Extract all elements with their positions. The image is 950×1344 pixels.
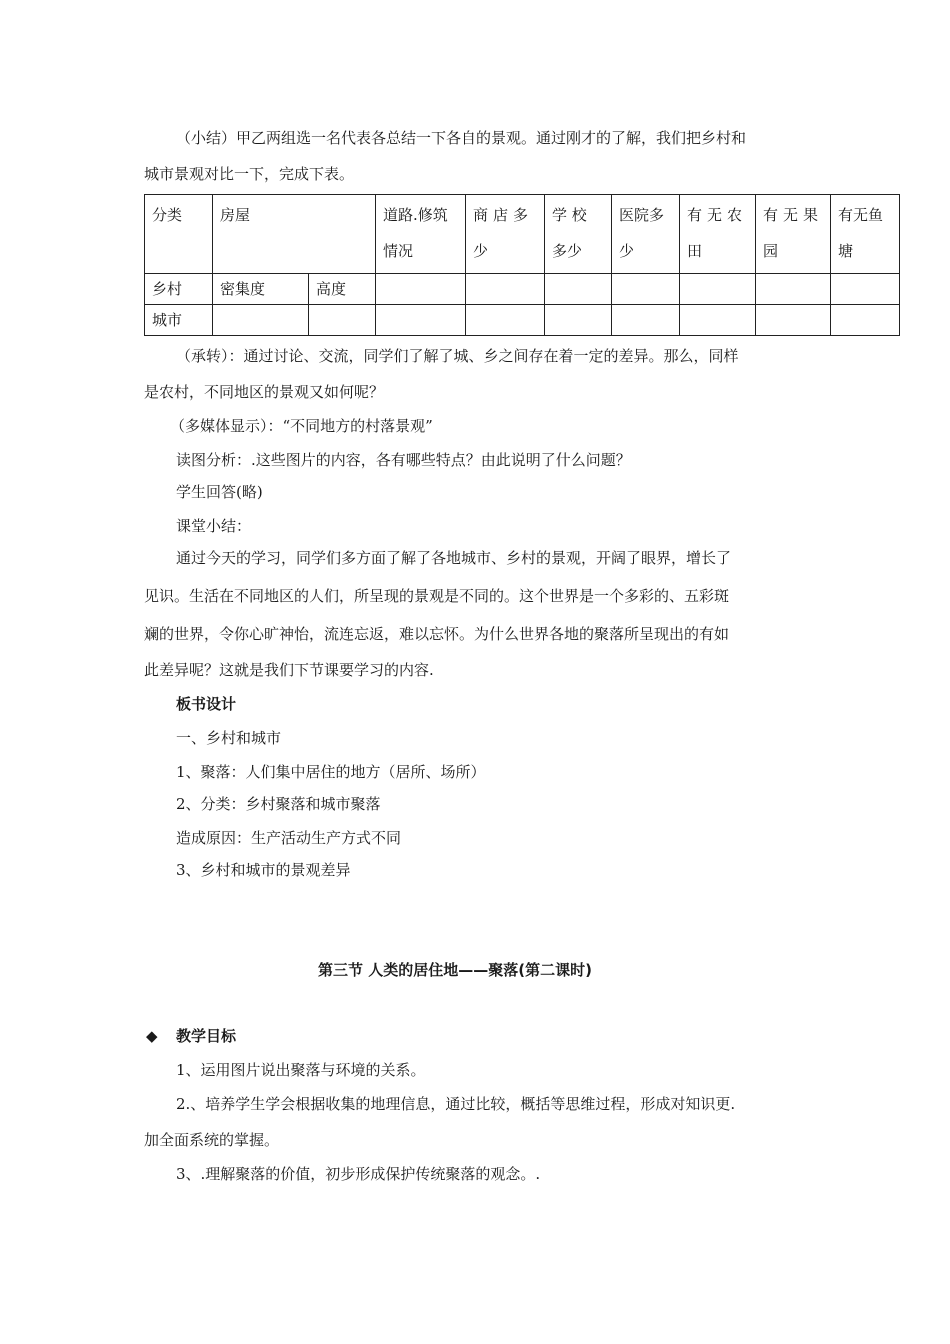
table-row-rural <box>145 274 900 305</box>
table-cell <box>309 305 376 336</box>
row-label-urban: 城市 <box>145 305 213 336</box>
table-header-row <box>145 195 900 274</box>
table-cell <box>612 305 680 336</box>
objectives-title: 教学目标 <box>176 1027 237 1045</box>
header-schools: 学 校 多少 <box>545 195 612 274</box>
row-label-rural: 乡村 <box>145 274 213 305</box>
table-cell <box>466 274 545 305</box>
table-cell <box>680 305 756 336</box>
intro-line-1: （小结）甲乙两组选一名代表各总结一下各自的景观。通过刚才的了解，我们把乡村和 <box>176 129 747 147</box>
table-row-urban <box>145 305 900 336</box>
intro-line-2: 城市景观对比一下，完成下表。 <box>144 165 355 183</box>
student-answer-line: 学生回答(略) <box>176 483 263 501</box>
summary-line-2: 见识。生活在不同地区的人们，所呈现的景观是不同的。这个世界是一个多彩的、五彩斑 <box>144 587 730 605</box>
section-title: 第三节 人类的居住地——聚落(第二课时) <box>318 961 592 979</box>
table-cell <box>466 305 545 336</box>
summary-line-3: 斓的世界，令你心旷神怡，流连忘返，难以忘怀。为什么世界各地的聚落所呈现出的有如 <box>144 625 730 643</box>
summary-line-1: 通过今天的学习，同学们多方面了解了各地城市、乡村的景观，开阔了眼界，增长了 <box>176 549 732 567</box>
objective-2a: 2.、培养学生学会根据收集的地理信息，通过比较，概括等思维过程，形成对知识更. <box>176 1095 736 1113</box>
header-orchard: 有无果 园 <box>756 195 831 274</box>
table-cell <box>376 305 466 336</box>
table-cell <box>213 305 309 336</box>
objectives-heading <box>146 1026 236 1046</box>
board-design-title: 板书设计 <box>176 695 237 713</box>
comparison-table <box>144 194 900 336</box>
summary-line-4: 此差异呢？这就是我们下节课要学习的内容. <box>144 661 434 679</box>
table-cell <box>545 274 612 305</box>
table-cell <box>756 305 831 336</box>
objective-1: 1、运用图片说出聚落与环境的关系。 <box>176 1061 426 1079</box>
header-road: 道路.修筑 情况 <box>376 195 466 274</box>
objective-2b: 加全面系统的掌握。 <box>144 1131 280 1149</box>
header-fishpond: 有无鱼 塘 <box>831 195 900 274</box>
board-item-5: 3、乡村和城市的景观差异 <box>176 861 351 879</box>
cell-height: 高度 <box>309 274 376 305</box>
class-summary-label: 课堂小结： <box>176 517 252 535</box>
header-category: 分类 <box>145 195 213 274</box>
objective-3: 3、.理解聚落的价值，初步形成保护传统聚落的观念。. <box>176 1165 541 1183</box>
board-item-4: 造成原因：生产活动生产方式不同 <box>176 829 402 847</box>
cell-density: 密集度 <box>213 274 309 305</box>
table-cell <box>545 305 612 336</box>
read-analysis-line: 读图分析：.这些图片的内容，各有哪些特点？由此说明了什么问题？ <box>176 451 631 469</box>
table-cell <box>831 274 900 305</box>
header-house: 房屋 <box>213 195 376 274</box>
transition-line-2: 是农村，不同地区的景观又如何呢？ <box>144 383 385 401</box>
table-cell <box>376 274 466 305</box>
table-cell <box>831 305 900 336</box>
table-cell <box>756 274 831 305</box>
diamond-bullet-icon: ◆ <box>146 1027 158 1045</box>
multimedia-line: （多媒体显示）：“不同地方的村落景观” <box>170 417 433 435</box>
header-hospitals: 医院多 少 <box>612 195 680 274</box>
table-cell <box>612 274 680 305</box>
board-item-2: 1、聚落：人们集中居住的地方（居所、场所） <box>176 763 486 781</box>
board-item-1: 一、乡村和城市 <box>176 729 282 747</box>
board-item-3: 2、分类：乡村聚落和城市聚落 <box>176 795 381 813</box>
transition-line-1: （承转）：通过讨论、交流，同学们了解了城、乡之间存在着一定的差异。那么，同样 <box>176 347 739 365</box>
header-farmland: 有无农 田 <box>680 195 756 274</box>
header-shops: 商店多 少 <box>466 195 545 274</box>
table-cell <box>680 274 756 305</box>
